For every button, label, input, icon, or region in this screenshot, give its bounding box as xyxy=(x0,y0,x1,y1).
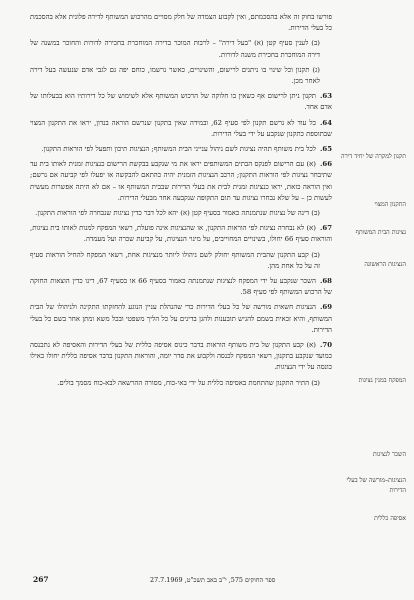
margin-note: אסיפה כללית xyxy=(374,515,406,522)
margin-note: נציגות הבית המשותף xyxy=(355,229,406,236)
margin-note: הנציגות–מורשה של בעלי הדירות xyxy=(346,477,406,494)
paragraph-67a: 67.(א) לא נבחרה נציגות לפי הוראות התקנון, או שהנציגות אינה פועלת, רשאי המפקח למנות לאותו בית נציגות, והוראות סעיף 66 יחולו, בשינויים המחוייבים, על מינוי הנציגות, על קביעת שכרה ועל מעמדה. xyxy=(30,224,332,244)
paragraph-62c: (ג) תקנון וכל שינוי בו ניתנים לרישום, והשינויים, כאשר נרשמו, כוחם יפה גם לגבי אדם שנעשה בעל דירה לאחר מכן. xyxy=(30,65,320,86)
paragraph-65: 65.לכל בית משותף תהיה נציגות לשם ניהול ענייני הבית המשותף; הנציגות תיכון ותפעל לפי הוראות התקנון. xyxy=(41,145,332,154)
paragraph-number: 68. xyxy=(319,277,332,286)
paragraph-67b: (ב) קבע התקנון שהבית המשותף יחולק לשם ניהולו ליותר מנציגות אחת, רשאי המפקח להחיל הוראות סעיף זה על כל אחת מהן. xyxy=(30,250,320,270)
paragraph-62b: (ב) לענין סעיף קטן (א) "בעל דירה" – לרבות המוכר בדירה המוחכרת בחכירה לדורות והחוכר במשנה של דירה המוחכרת בחכירת משנה לדורות. xyxy=(30,39,320,59)
main-text-column xyxy=(30,12,332,393)
paragraph-number: 66. xyxy=(320,160,332,169)
paragraph-number: 63. xyxy=(320,92,332,101)
paragraph-number: 70. xyxy=(320,341,332,350)
paragraph-66b: (ב) דינה של נציגות שנתמנתה כאמור בסעיף קטן (א) יהא לכל דבר כדין נציגות שנבחרה לפי הוראות התקנון. xyxy=(35,209,320,218)
paragraph-70b: (ב) התיר התקנון שהתחמת באסיפה כללית על ידי באי-כוח, מסורה ההרשאה לבא-כוח מסמך בולים. xyxy=(57,378,320,387)
margin-note: תקנון למקרה של יחיד דירה xyxy=(341,153,406,160)
gazette-citation: ספר החוקים 575, י"ב באב תשכ"ט, 27.7.1969 xyxy=(150,576,276,584)
paragraph-69: 69.הנציגות חשאית מורשה של כל בעלי הדירות כדי שהנהלת עניין הנוגע להחזקתו התקינה ולניהולו של הבית המשותף, והיא זכאית בשמם להגיש תובענות ולהגן בדינים על כל הליך משפטי ובכל משא ומתן אחר בשם כל בעלי הדירות. xyxy=(30,303,332,334)
paragraph-64: 64.כל עוד לא נרשם תקנון לפי סעיף 62, ובמידה שאין בתקנון שנרשם הוראה בנדון, יראו את התקנון המצוי שבתוספת כתקנון שנקבע על ידי בעלי הדירות. xyxy=(30,118,332,138)
paragraph-68: 68.השכר שנקבע על ידי המפקח לנציגות שנתמנתה כאמור בסעיף 66 או בסעיף 67, דינו כדין הוצאות החזקה של הרכוש המשותף לפי סעיף 58. xyxy=(30,277,332,297)
paragraph-63: 63.תקנון ניתן לרישום אף כשאין בו חלוקה של הרכוש המשותף אלא לשימוש של כל דירותיו הוא בבעלותו של אדם אחד. xyxy=(30,92,332,112)
paragraph-66a: 66.(א) עם הרישום לפנקס הבתים המשותפים יראו את מי שנקבע בבקשת הרישום כנציגות זמנית לאותו בית עד שתיבחר נציגות לפי הוראות התקנון; הרכב הנציגות הזמנית יהיה כהתאם להבקשה או יפעלו לפי קביעה אם נרשם; ואין הוראה כזאת, יראו כנציגות זמנית לבית את בעלי הדירות שבבית המשותף או – אם לא היתה אפשרות מעשית לעשות כן – על שלא נבחרו נציגות עד תום התקופה שנקבעה אחד מבעלי הדירות. xyxy=(30,160,332,202)
paragraph-number: 67. xyxy=(320,224,332,233)
paragraph-number: 64. xyxy=(320,118,332,127)
paragraph-continuation: פורשו בחוק זה אלא בהסכמתם, ואין לקבוע הצמדה של חלק מסויים מהרכוש המשותף לדירה פלונית אלא בהסכמת כל בעלי הדירות. xyxy=(30,13,332,33)
paragraph-70a: 70.(א) קבע התקנון של בית משותף הוראות בדבר כינוס אסיפה כללית של בעלי הדירות והאסיפה לא נתכנסה כמועד שנקבע בתקנון, רשאי המפקח לכנסה ולקבוע את סדר יומה, והוראות התקנון בדבר אסיפה כללית יחולו כאילו כונסה על ידי הנציגות. xyxy=(30,341,332,372)
margin-note: התקנון המצוי xyxy=(374,201,406,208)
paragraph-number: 69. xyxy=(320,303,332,312)
margin-note: הנציגות הראשונה xyxy=(364,261,406,268)
margin-note: המפקח במנין נציגות xyxy=(358,377,406,384)
paragraph-number: 65. xyxy=(320,145,332,154)
page-footer xyxy=(0,575,414,589)
margin-note: השכר לנציגות xyxy=(372,451,406,458)
page-number: 267 xyxy=(33,575,49,584)
